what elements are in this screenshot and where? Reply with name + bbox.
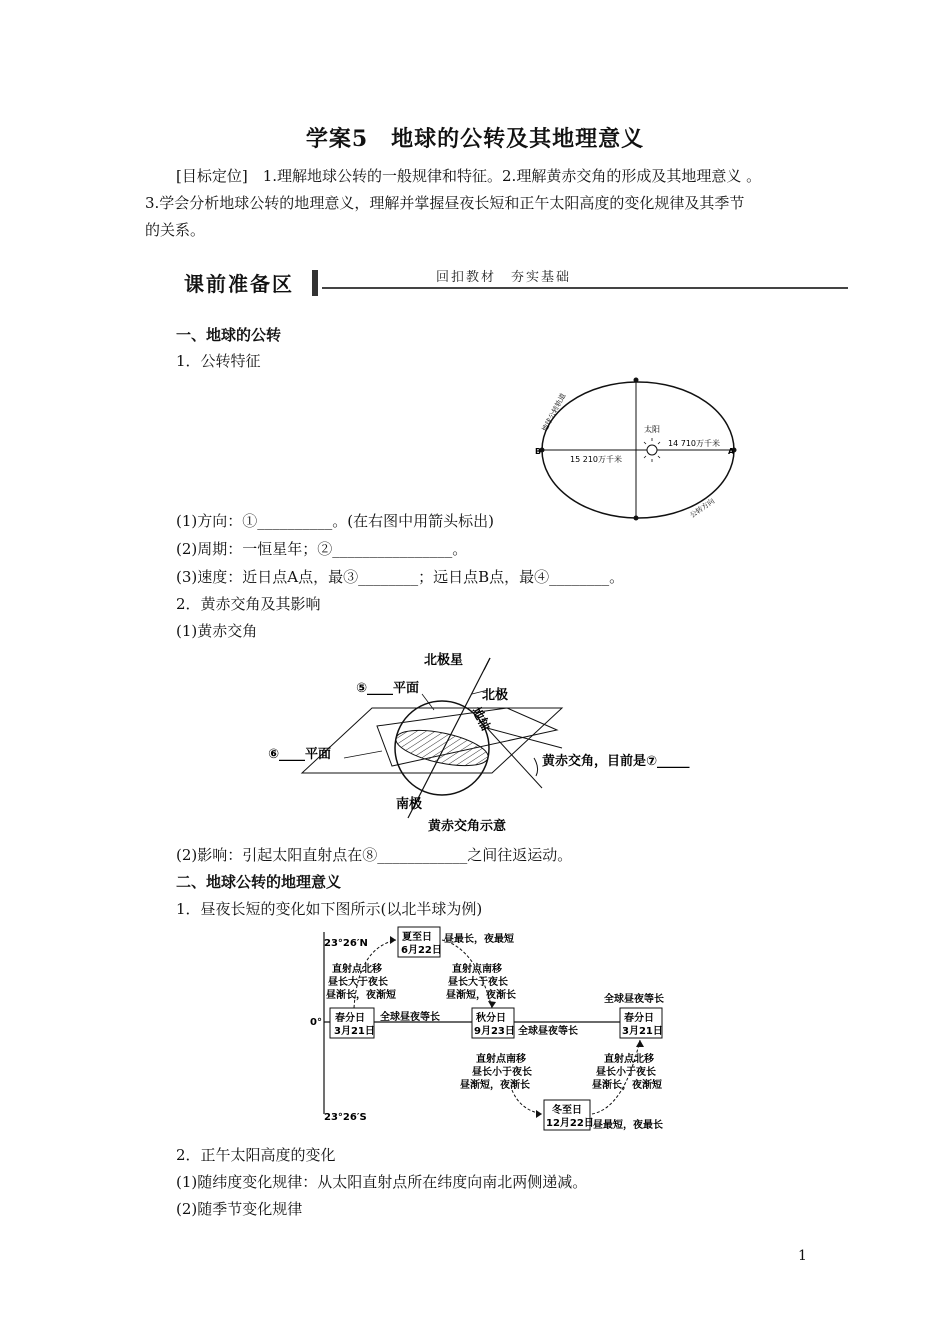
orbit-label: 地球公转轨道	[540, 392, 568, 433]
objective-line-3: 的关系。	[145, 221, 206, 239]
note-c-2: 昼长小于夜长	[472, 1067, 532, 1078]
angle-label: 黄赤交角，目前是⑦_____	[542, 754, 690, 769]
spring2-date: 3月21日	[622, 1026, 663, 1037]
point-b-label: B	[535, 447, 542, 456]
spring1-name: 春分日	[335, 1013, 365, 1024]
lat-s-label: 23°26′S	[324, 1112, 367, 1123]
polaris-label: 北极星	[424, 653, 464, 668]
page-title: 学案5 地球的公转及其地理意义	[305, 126, 645, 152]
section1-sub2-1: (1)黄赤交角	[176, 622, 258, 640]
summer-name: 夏至日	[402, 932, 432, 943]
plane5-label: ⑤____平面	[356, 681, 420, 696]
winter-date: 12月22日	[546, 1118, 594, 1129]
equal-label-3: 全球昼夜等长	[604, 994, 664, 1005]
summer-date: 6月22日	[401, 945, 442, 956]
equal-label-2: 全球昼夜等长	[518, 1026, 578, 1037]
objective-line-1: [目标定位] 1.理解地球公转的一般规律和特征。2.理解黄赤交角的形成及其地理意义 。	[176, 167, 762, 185]
obliquity-caption: 黄赤交角示意	[428, 819, 507, 834]
point-a-label: A	[728, 447, 735, 456]
section1-heading: 一、地球的公转	[176, 326, 282, 344]
note-b-3: 昼渐短，夜渐长	[446, 990, 516, 1001]
section2-heading: 二、地球公转的地理意义	[176, 873, 342, 891]
lat-0-label: 0°	[310, 1017, 322, 1028]
perihelion-distance: 14 710万千米	[668, 439, 720, 448]
influence-text: (2)影响：引起太阳直射点在⑧____________之间往返运动。	[176, 846, 573, 864]
winter-name: 冬至日	[552, 1105, 582, 1116]
spring1-date: 3月21日	[334, 1026, 375, 1037]
rule-latitude: (1)随纬度变化规律：从太阳直射点所在纬度向南北两侧递减。	[176, 1173, 588, 1191]
note-c-1: 直射点南移	[476, 1054, 526, 1065]
objective-line-2: 3.学会分析地球公转的地理意义，理解并掌握昼夜长短和正午太阳高度的变化规律及其季节	[145, 194, 745, 212]
note-a-3: 昼渐长，夜渐短	[326, 990, 396, 1001]
rule-season: (2)随季节变化规律	[176, 1200, 303, 1218]
section1-sub2: 2．黄赤交角及其影响	[176, 595, 321, 613]
banner-subtitle: 回扣教材 夯实基础	[436, 270, 572, 285]
winter-note: 昼最短，夜最长	[593, 1120, 663, 1131]
plane6-label: ⑥____平面	[268, 747, 332, 762]
north-pole-label: 北极	[482, 688, 509, 703]
sun-label: 太阳	[644, 425, 660, 434]
note-d-2: 昼长小于夜长	[596, 1067, 656, 1078]
summer-note: 昼最长，夜最短	[444, 934, 514, 945]
banner-label: 课前准备区	[184, 272, 294, 296]
page-number: 1	[798, 1248, 807, 1264]
autumn-name: 秋分日	[476, 1013, 506, 1024]
question-period: (2)周期：一恒星年；②________________。	[176, 540, 468, 558]
direction-label: 公转方向	[688, 497, 717, 520]
spring2-name: 春分日	[624, 1013, 654, 1024]
orbit-diagram	[530, 372, 750, 528]
obliquity-diagram	[262, 648, 722, 838]
lat-n-label: 23°26′N	[324, 938, 368, 949]
note-a-1: 直射点北移	[332, 964, 382, 975]
aphelion-distance: 15 210万千米	[570, 455, 622, 464]
section-banner	[176, 266, 848, 300]
question-direction: (1)方向：①__________。(在右图中用箭头标出)	[176, 512, 494, 530]
section1-sub1: 1．公转特征	[176, 352, 261, 370]
note-b-1: 直射点南移	[452, 964, 502, 975]
section2-sub1: 1．昼夜长短的变化如下图所示(以北半球为例)	[176, 900, 483, 918]
note-d-3: 昼渐长，夜渐短	[592, 1080, 662, 1091]
note-b-2: 昼长大于夜长	[448, 977, 508, 988]
banner-divider	[312, 270, 318, 296]
note-d-1: 直射点北移	[604, 1054, 654, 1065]
note-c-3: 昼渐短，夜渐长	[460, 1080, 530, 1091]
banner-rule	[322, 287, 848, 289]
section2-sub2: 2．正午太阳高度的变化	[176, 1146, 336, 1164]
south-pole-label: 南极	[396, 797, 423, 812]
note-a-2: 昼长大于夜长	[328, 977, 388, 988]
question-speed: (3)速度：近日点A点，最③________；远日点B点，最④________。	[176, 568, 625, 586]
autumn-date: 9月23日	[474, 1026, 515, 1037]
equal-label-1: 全球昼夜等长	[380, 1012, 440, 1023]
axis-label: 地轴	[469, 704, 493, 733]
day-night-diagram	[306, 924, 686, 1136]
